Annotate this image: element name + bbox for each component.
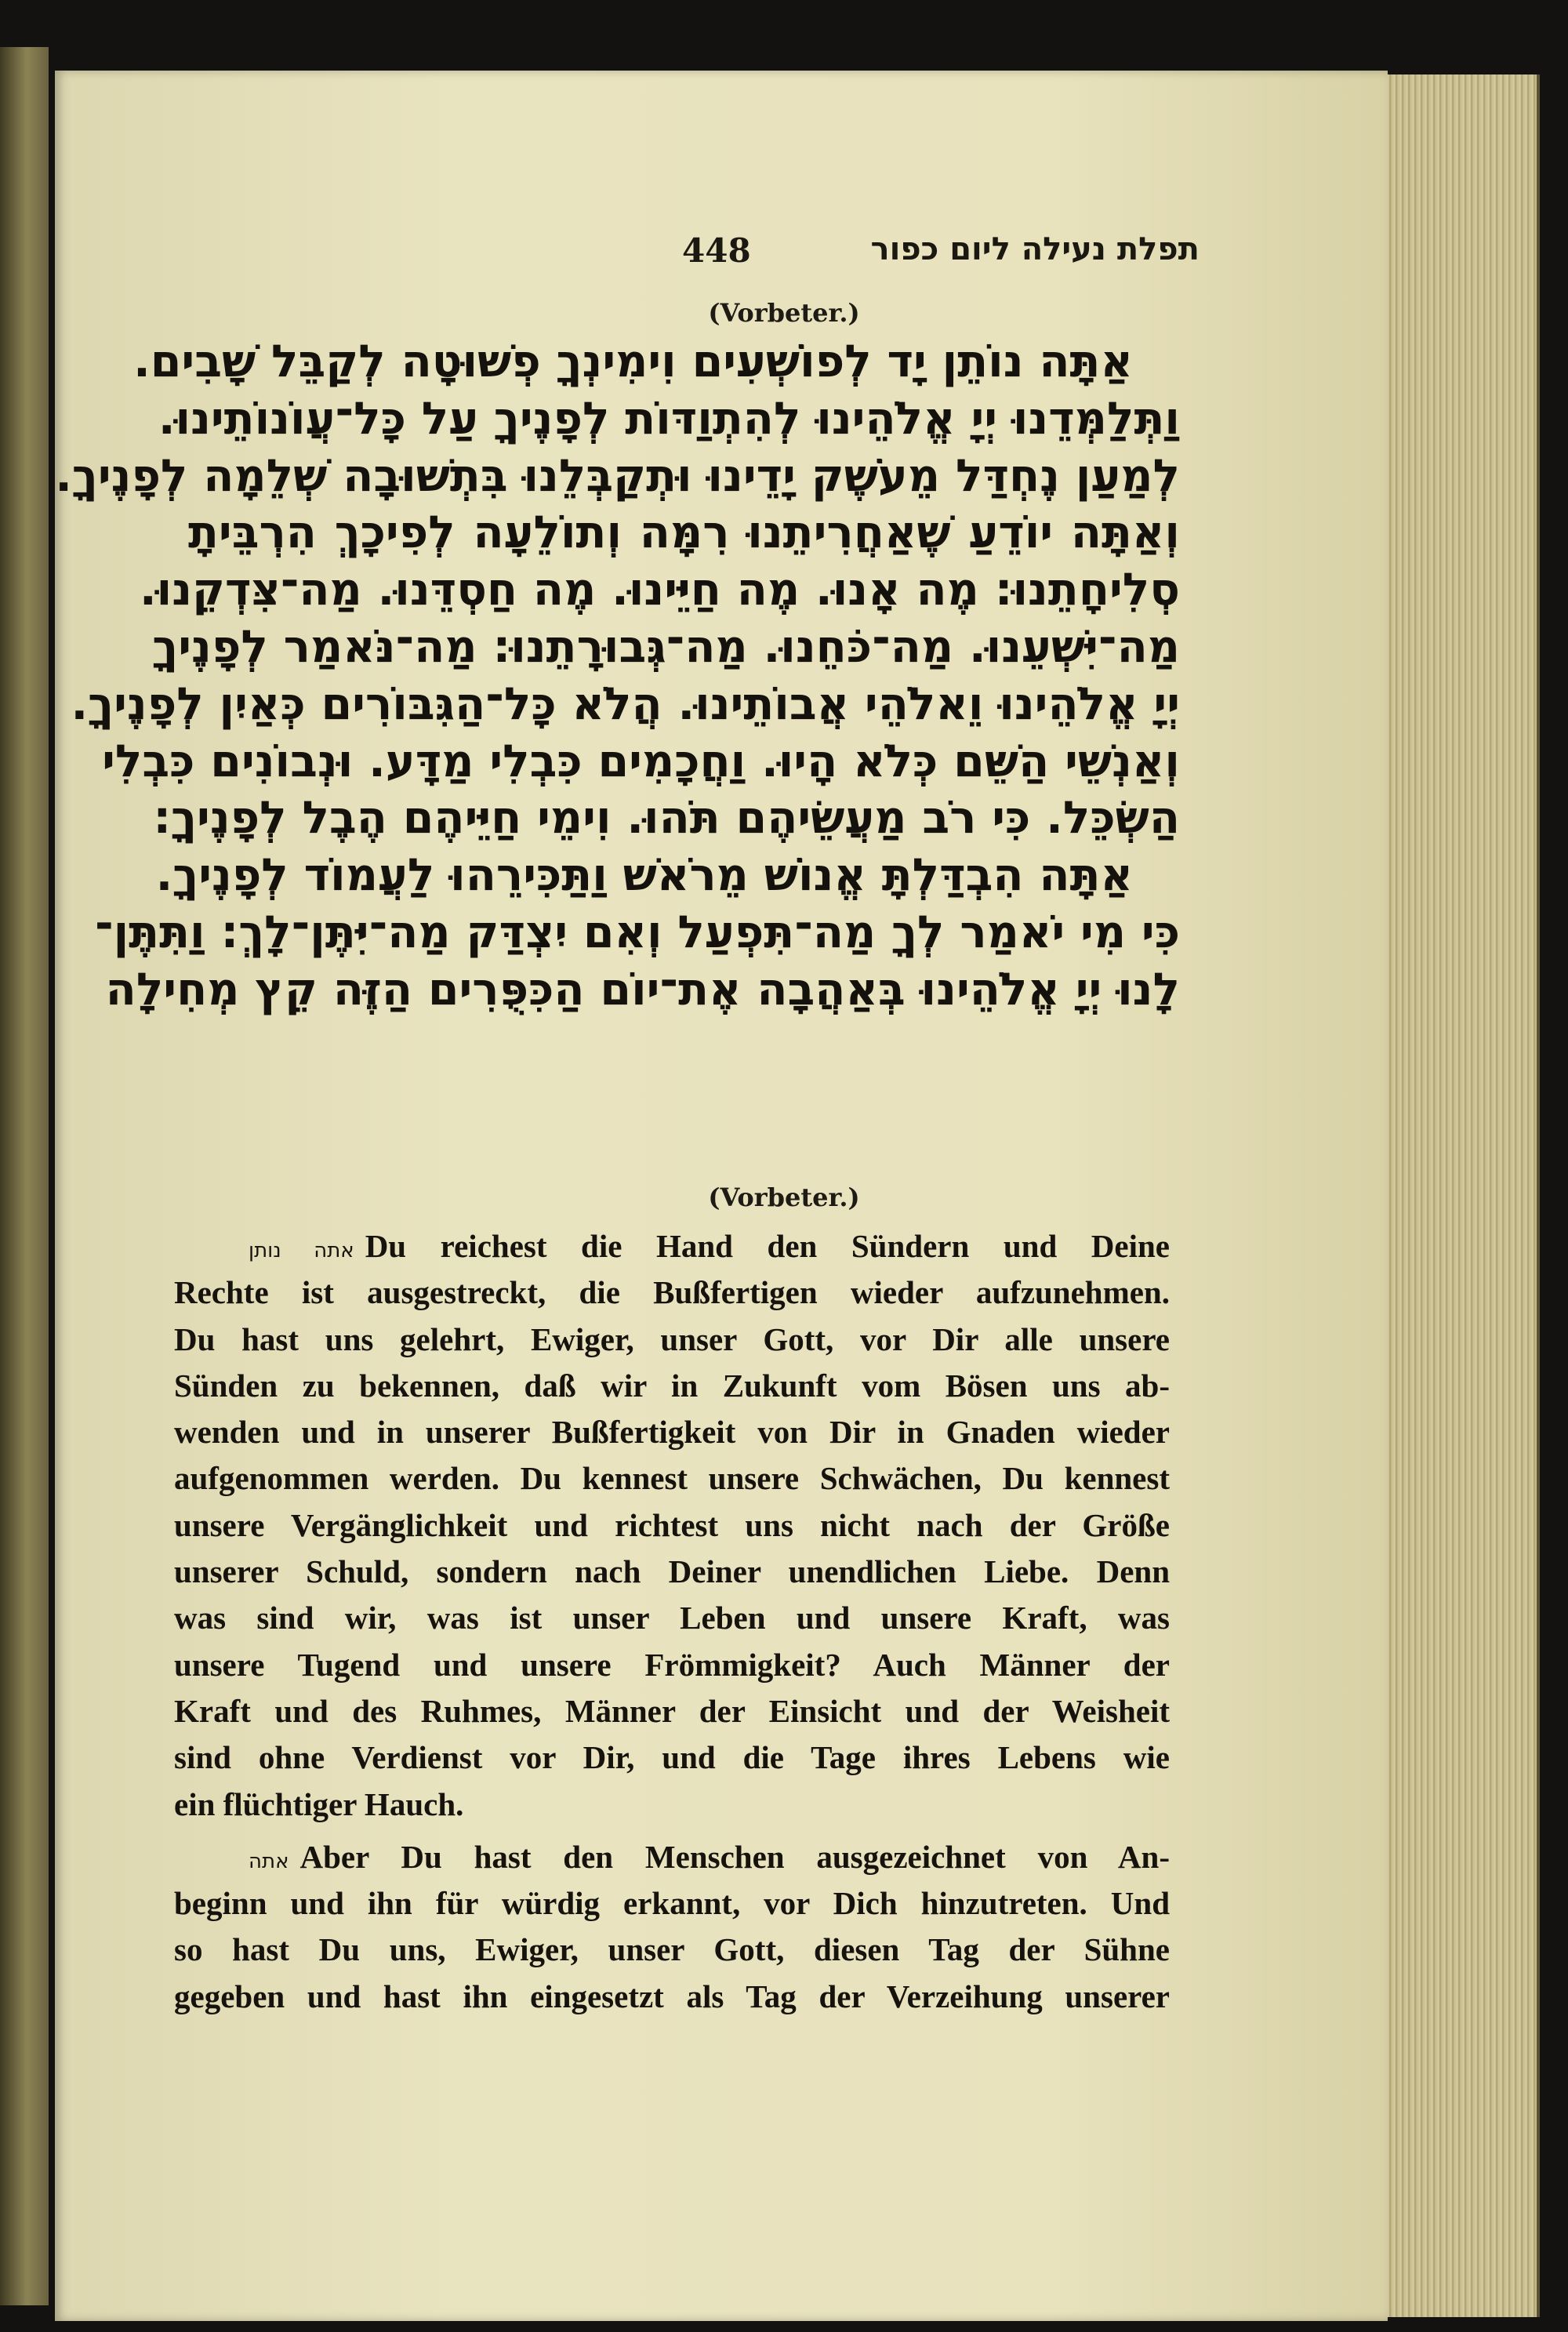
hebrew-line: לְמַעַן נֶחְדַּל מֵעֹשֶׁק יָדֵינוּ וּתְקַבְּלֵנוּ בִּתְשׁוּבָה שְׁלֵמָה לְפָנֶיךָ. — [55, 449, 1180, 502]
german-line: ein flüchtiger Hauch. — [174, 1785, 464, 1822]
hebrew-line: יְיָ אֱלֹהֵינוּ וֵאלֹהֵי אֲבוֹתֵינוּ. הֲלֹא כָּל־הַגִּבּוֹרִים כְּאַיִן לְפָנֶיךָ. — [71, 677, 1180, 730]
german-line — [174, 1223, 1170, 1270]
german-line: unserer Schuld, sondern nach Deiner unendlichen Liebe. Denn — [174, 1553, 1170, 1590]
german-line: Sünden zu bekennen, daß wir in Zukunft vom Bösen uns ab- — [174, 1367, 1170, 1404]
hebrew-line: אַתָּה נוֹתֵן יָד לְפוֹשְׁעִים וִימִינְךָ פְשׁוּטָה לְקַבֵּל שָׁבִים. — [133, 336, 1133, 387]
hebrew-cue: אתה נותן — [249, 1239, 354, 1262]
hebrew-line: וַתְּלַמְּדֵנוּ יְיָ אֱלֹהֵינוּ לְהִתְוַדּוֹת לְפָנֶיךָ עַל כָּל־עֲוֹנוֹתֵינוּ. — [158, 392, 1180, 445]
german-line — [174, 1834, 1170, 1880]
german-line: wenden und in unserer Bußfertigkeit von Dir in Gnaden wieder — [174, 1414, 1170, 1451]
german-line: gegeben und hast ihn eingesetzt als Tag der Verzeihung unserer — [174, 1978, 1170, 2014]
hebrew-text-block — [55, 333, 1180, 1019]
hebrew-line: אַתָּה הִבְדַּלְתָּ אֱנוֹשׁ מֵרֹאשׁ וַתַּכִּירֵהוּ לַעֲמוֹד לְפָנֶיךָ. — [155, 849, 1133, 902]
hebrew-line: הַשְׂכֵּל. כִּי רֹב מַעֲשֵׂיהֶם תֹּהוּ. וִימֵי חַיֵּיהֶם הֶבֶל לְפָנֶיךָ: — [153, 792, 1180, 845]
german-text-block — [174, 1223, 1170, 2020]
german-line-text: Aber Du hast den Menschen ausgezeichnet von An- — [299, 1838, 1170, 1875]
german-line-text: Du reichest die Hand den Sündern und Deine — [365, 1228, 1170, 1264]
hebrew-line: סְלִיחָתֵנוּ: מֶה אָנוּ. מֶה חַיֵּינוּ. מֶה חַסְדֵּנוּ. מַה־צִּדְקֵנוּ. — [139, 564, 1180, 616]
hebrew-line: וְאַתָּה יוֹדֵעַ שֶׁאַחֲרִיתֵנוּ רִמָּה וְתוֹלֵעָה לְפִיכָךְ הִרְבֵּיתָ — [188, 507, 1180, 559]
german-line: aufgenommen werden. Du kennest unsere Schwächen, Du kennest — [174, 1460, 1170, 1497]
german-line: was sind wir, was ist unser Leben und unsere Kraft, was — [174, 1600, 1170, 1636]
german-section-label: (Vorbeter.) — [708, 1182, 860, 1212]
hebrew-line: וְאַנְשֵׁי הַשֵּׁם כְּלֹא הָיוּ. וַחֲכָמִים כִּבְלִי מַדָּע. וּנְבוֹנִים כִּבְלִי — [102, 735, 1180, 787]
german-line: so hast Du uns, Ewiger, unser Gott, diesen Tag der Sühne — [174, 1931, 1170, 1968]
german-line: unsere Tugend und unsere Frömmigkeit? Auch Männer der — [174, 1646, 1170, 1683]
german-line: Du hast uns gelehrt, Ewiger, unser Gott, vor Dir alle unsere — [174, 1320, 1170, 1357]
header-title: תפלת נעילה ליום כפור — [870, 231, 1200, 267]
page-number: 448 — [682, 231, 751, 270]
running-head — [439, 231, 1200, 286]
german-line: beginn und ihn für würdig erkannt, vor Dich hinzutreten. Und — [174, 1885, 1170, 1922]
hebrew-line: לָנוּ יְיָ אֱלֹהֵינוּ בְּאַהֲבָה אֶת־יוֹם הַכִּפֻּרִים הַזֶּה קֵץ מְחִילָה — [105, 963, 1180, 1015]
german-line: sind ohne Verdienst vor Dir, und die Tage ihres Lebens wie — [174, 1739, 1170, 1776]
hebrew-cue: אתה — [249, 1849, 289, 1873]
hebrew-section-label: (Vorbeter.) — [708, 298, 860, 328]
german-line: Rechte ist ausgestreckt, die Bußfertigen wieder aufzunehmen. — [174, 1274, 1170, 1311]
german-line: unsere Vergänglichkeit und richtest uns nicht nach der Größe — [174, 1506, 1170, 1543]
hebrew-line: מַה־יִּשְׁעֵנוּ. מַה־כֹּחֵנוּ. מַה־גְּבוּרָתֵנוּ: מַה־נֹּאמַר לְפָנֶיךָ — [152, 620, 1180, 673]
hebrew-line: כִּי מִי יֹאמַר לְךָ מַה־תִּפְעַל וְאִם יִצְדַּק מַה־יִּתֶּן־לָךְ: וַתִּתֶּן־ — [94, 906, 1180, 958]
facing-page-edge — [0, 47, 49, 2305]
german-line: Kraft und des Ruhmes, Männer der Einsicht und der Weisheit — [174, 1692, 1170, 1729]
